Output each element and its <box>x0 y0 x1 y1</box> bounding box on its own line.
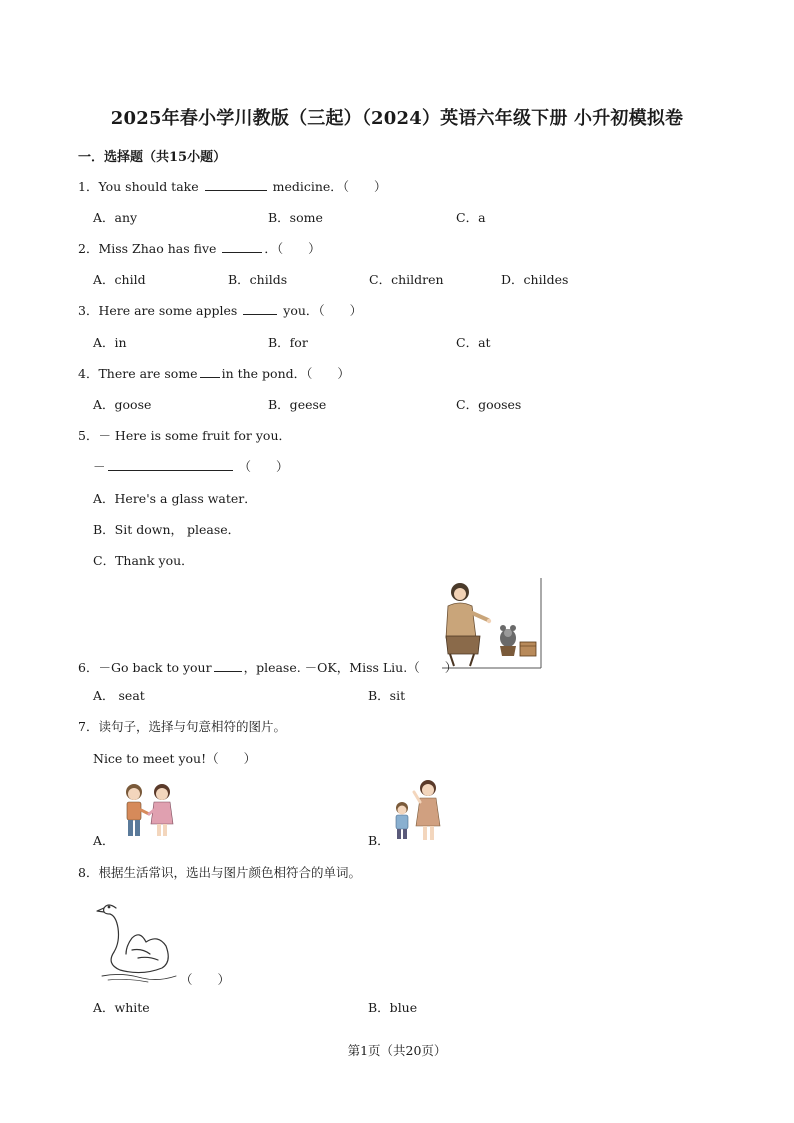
question-number: 6． <box>78 660 99 675</box>
question-7-sentence: Nice to meet you!（ ） <box>93 751 257 766</box>
question-number: 3． <box>78 303 99 318</box>
page-footer: 第1页（共20页） <box>347 1043 447 1058</box>
option-a[interactable]: A．white <box>93 1000 150 1015</box>
section-heading: 一．选择题（共15小题） <box>78 150 227 165</box>
option-d[interactable]: D．childes <box>501 272 569 287</box>
question-text-end: you．（ ） <box>283 303 363 318</box>
question-text-end: medicine．（ ） <box>272 179 387 194</box>
option-c[interactable]: C．at <box>456 335 491 350</box>
question-5-response <box>93 457 289 475</box>
two-children-shaking-hands-illustration <box>118 780 180 844</box>
question-text: There are some <box>98 366 198 381</box>
answer-blank[interactable] <box>108 458 233 471</box>
question-7 <box>78 717 286 735</box>
question-text-end: in the pond．（ ） <box>221 366 350 381</box>
option-b[interactable]: B．for <box>268 335 308 350</box>
answer-blank[interactable] <box>222 240 262 253</box>
answer-paren: （ ） <box>180 972 231 987</box>
question-text: 根据生活常识，选出与图片颜色相符合的单词。 <box>98 865 361 880</box>
question-number: 1． <box>78 179 99 194</box>
question-text: Here are some apples <box>98 303 238 318</box>
question-number: 7． <box>78 719 99 734</box>
question-text: Miss Zhao has five <box>98 241 217 256</box>
question-text: － Here is some fruit for you． <box>98 428 292 443</box>
page-title: 2025年春小学川教版（三起）（2024）英语六年级下册 小升初模拟卷 <box>110 108 684 129</box>
option-b[interactable]: B．Sit down， please． <box>93 522 241 537</box>
question-3 <box>78 301 362 319</box>
question-1 <box>78 177 387 195</box>
question-text: －Go back to your <box>98 660 212 675</box>
question-2 <box>78 239 321 257</box>
option-a[interactable]: A．goose <box>93 397 152 412</box>
option-b[interactable]: B．geese <box>268 397 327 412</box>
question-6 <box>78 658 457 676</box>
swan-illustration <box>92 894 182 984</box>
option-c[interactable]: C．children <box>369 272 444 287</box>
question-text-end: ．（ ） <box>264 241 321 256</box>
dash: － <box>93 459 106 474</box>
answer-blank[interactable] <box>243 302 277 315</box>
option-a[interactable]: A．Here's a glass water． <box>93 491 257 506</box>
option-c[interactable]: C．gooses <box>456 397 522 412</box>
option-b[interactable]: B．childs <box>228 272 288 287</box>
question-4 <box>78 364 350 382</box>
option-b[interactable]: B．some <box>268 210 323 225</box>
option-b[interactable]: B． <box>368 833 390 848</box>
answer-paren: （ ） <box>238 459 289 474</box>
question-5 <box>78 426 291 444</box>
question-number: 8． <box>78 865 99 880</box>
option-a[interactable]: A．in <box>93 335 127 350</box>
question-text: You should take <box>98 179 199 194</box>
option-a[interactable]: A． <box>93 833 115 848</box>
question-number: 2． <box>78 241 99 256</box>
question-number: 4． <box>78 366 99 381</box>
option-b[interactable]: B．sit <box>368 688 406 703</box>
answer-blank[interactable] <box>200 365 220 378</box>
option-c[interactable]: C．Thank you． <box>93 553 194 568</box>
question-number: 5． <box>78 428 99 443</box>
option-c[interactable]: C．a <box>456 210 486 225</box>
option-a[interactable]: A．any <box>93 210 138 225</box>
option-a[interactable]: A．child <box>93 272 146 287</box>
question-text: 读句子，选择与句意相符的图片。 <box>98 719 286 734</box>
answer-blank[interactable] <box>214 659 242 672</box>
question-8 <box>78 863 361 881</box>
girl-and-boy-waving-illustration <box>390 778 446 844</box>
answer-blank[interactable] <box>205 178 267 191</box>
question-text-end: ，please. －OK，Miss Liu.（ ） <box>243 660 458 675</box>
option-a[interactable]: A． seat <box>93 688 145 703</box>
option-b[interactable]: B．blue <box>368 1000 418 1015</box>
